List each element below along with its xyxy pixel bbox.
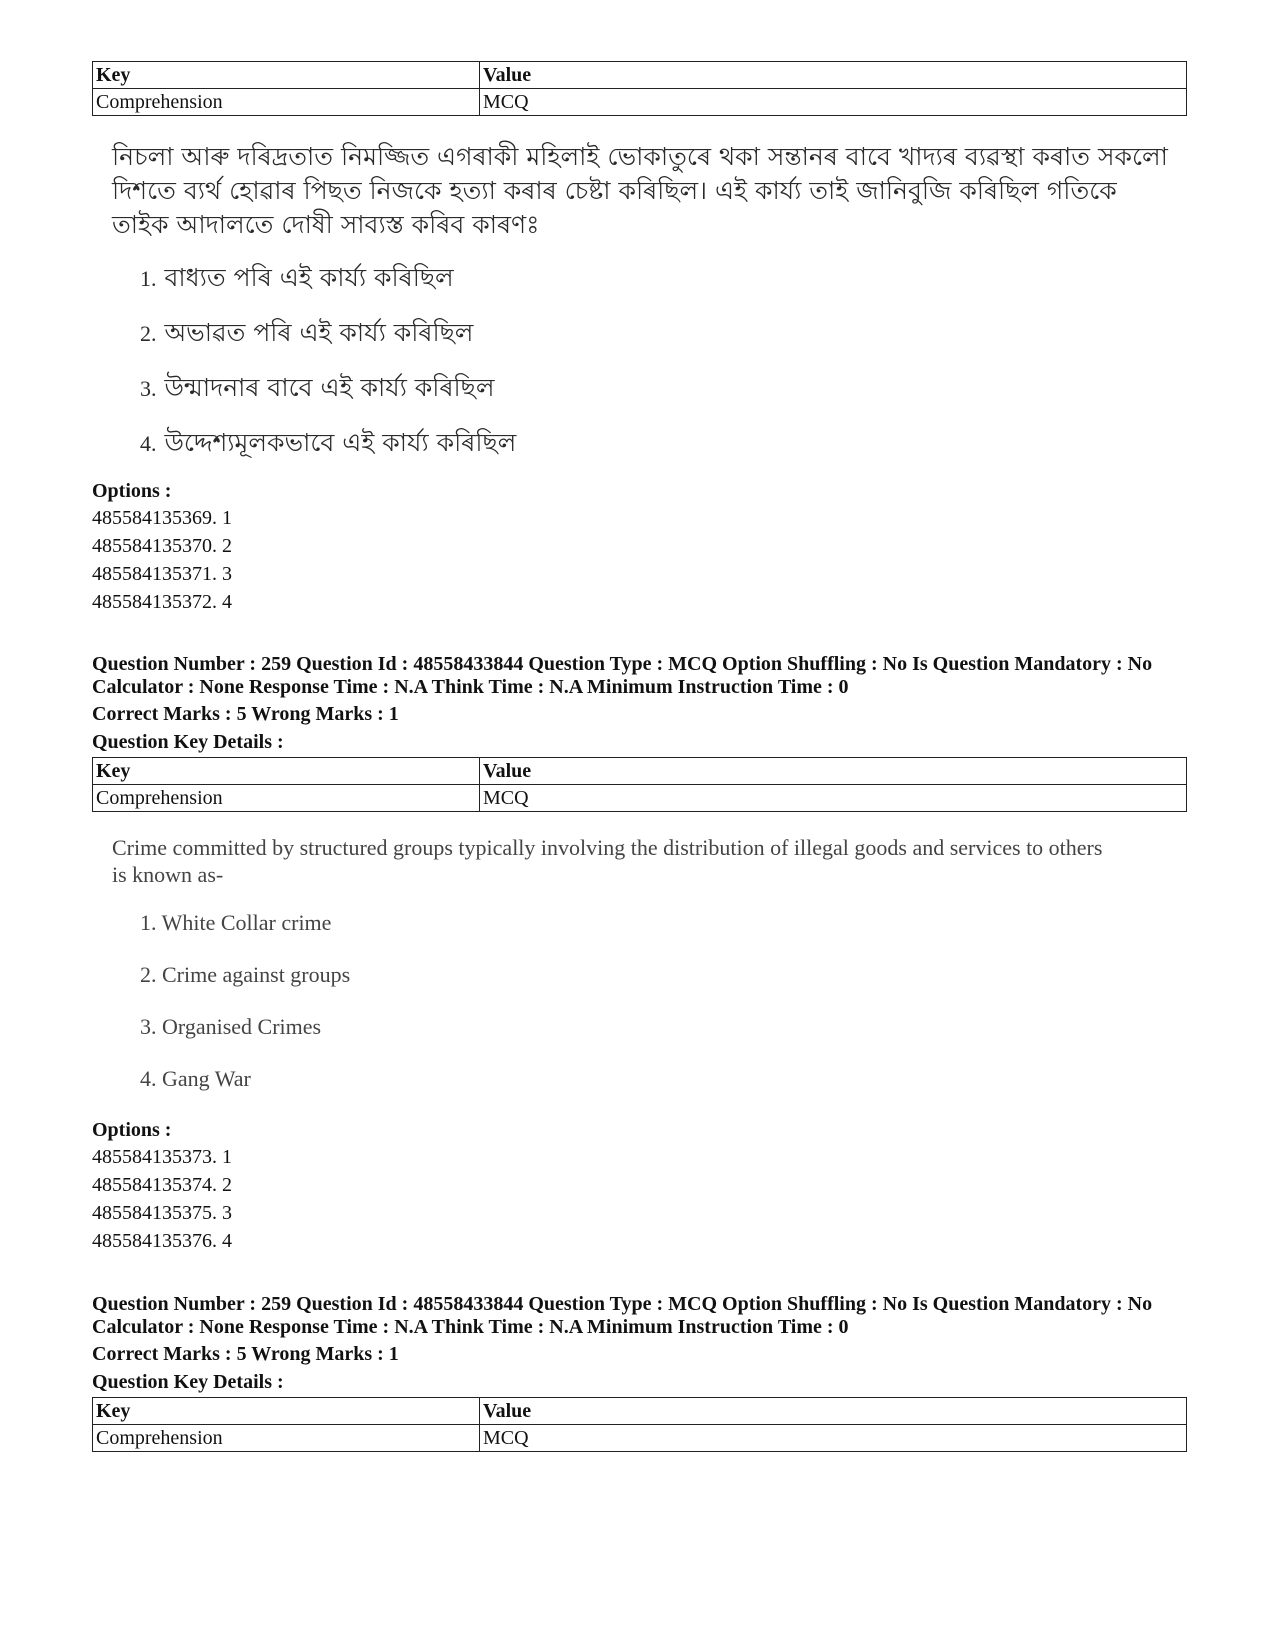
table-header-key: Key: [93, 62, 480, 89]
choice-4: 4. Gang War: [140, 1066, 251, 1091]
table-header-value: Value: [480, 62, 1187, 89]
marks-line: Correct Marks : 5 Wrong Marks : 1: [92, 1343, 399, 1365]
key-details-label: Question Key Details :: [92, 731, 284, 753]
options-label: Options :: [92, 1119, 172, 1141]
table-cell-key: Comprehension: [93, 89, 480, 116]
choice-3: 3. উন্মাদনাৰ বাবে এই কাৰ্য্য কৰিছিল: [140, 373, 495, 402]
option-id: 485584135374. 2: [92, 1174, 232, 1196]
key-details-label: Question Key Details :: [92, 1371, 284, 1393]
table-cell-value: MCQ: [480, 785, 1187, 812]
question-meta: Question Number : 259 Question Id : 48558433844 Question Type : MCQ Option Shuffling : No Is Question Mandatory : No Calculator : None Response Time : N.A Think Time : N.A Minimum Instruction Time : 0: [92, 1293, 1153, 1338]
table-cell-key: Comprehension: [93, 785, 480, 812]
option-id: 485584135375. 3: [92, 1202, 232, 1224]
choice-1: 1. White Collar crime: [140, 910, 332, 935]
question-key-table: [92, 61, 1187, 116]
table-cell-value: MCQ: [480, 1425, 1187, 1452]
question-text: Crime committed by structured groups typically involving the distribution of illegal goods and services to others is known as-: [112, 835, 1103, 887]
option-id: 485584135371. 3: [92, 563, 232, 585]
question-key-table: [92, 1397, 1187, 1452]
choice-1: 1. বাধ্যত পৰি এই কাৰ্য্য কৰিছিল: [140, 263, 454, 292]
choice-3: 3. Organised Crimes: [140, 1014, 322, 1039]
table-cell-key: Comprehension: [93, 1425, 480, 1452]
options-label: Options :: [92, 480, 172, 502]
choice-2: 2. Crime against groups: [140, 962, 351, 987]
option-id: 485584135376. 4: [92, 1230, 232, 1252]
option-id: 485584135373. 1: [92, 1146, 232, 1168]
marks-line: Correct Marks : 5 Wrong Marks : 1: [92, 703, 399, 725]
option-id: 485584135370. 2: [92, 535, 232, 557]
choice-4: 4. উদ্দেশ্যমূলকভাবে এই কাৰ্য্য কৰিছিল: [140, 428, 517, 457]
table-cell-value: MCQ: [480, 89, 1187, 116]
table-header-value: Value: [480, 1398, 1187, 1425]
question-meta: Question Number : 259 Question Id : 48558433844 Question Type : MCQ Option Shuffling : No Is Question Mandatory : No Calculator : None Response Time : N.A Think Time : N.A Minimum Instruction Time : 0: [92, 653, 1153, 698]
question-key-table: [92, 757, 1187, 812]
question-text: নিচলা আৰু দৰিদ্ৰতাত নিমজ্জিত এগৰাকী মহিলাই ভোকাতুৰে থকা সন্তানৰ বাবে খাদ্যৰ ব্যৱস্থা কৰাত সকলো দিশতে ব্যৰ্থ হোৱাৰ পিছত নিজকে হত্যা কৰাৰ চেষ্টা কৰিছিল। এই কাৰ্য্য তাই জানিবুজি কৰিছিল গতিকে তাইক আদালতে দোষী সাব্যস্ত কৰিব কাৰণঃ: [112, 142, 1168, 239]
choice-2: 2. অভাৱত পৰি এই কাৰ্য্য কৰিছিল: [140, 318, 474, 347]
option-id: 485584135372. 4: [92, 591, 232, 613]
table-header-value: Value: [480, 758, 1187, 785]
table-header-key: Key: [93, 1398, 480, 1425]
table-header-key: Key: [93, 758, 480, 785]
option-id: 485584135369. 1: [92, 507, 232, 529]
